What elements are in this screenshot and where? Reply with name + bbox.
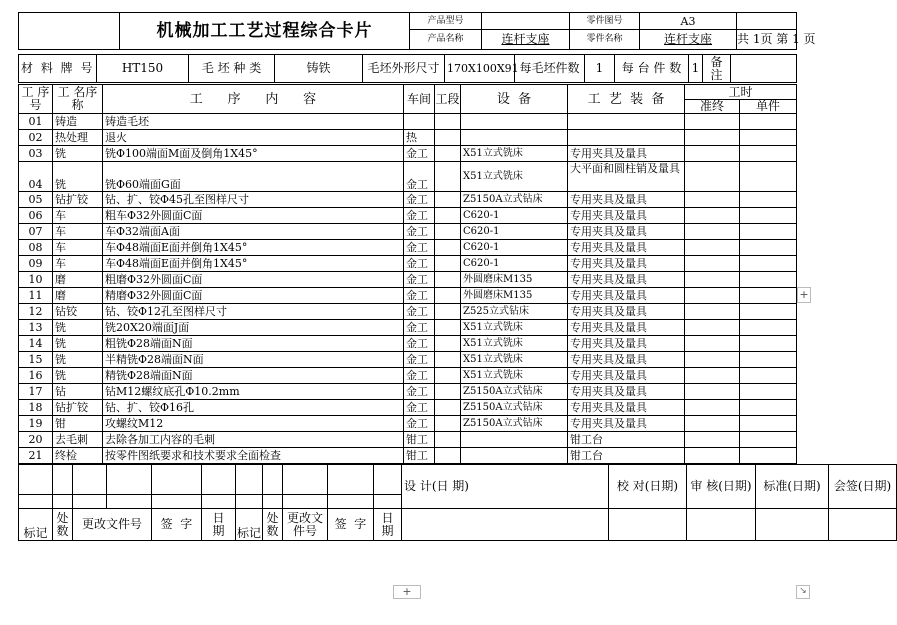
op-tooling[interactable]: 专用夹具及量具 xyxy=(568,336,685,352)
col-equipment-header: 设 备 xyxy=(461,85,568,114)
op-equipment[interactable] xyxy=(461,448,568,464)
table-row xyxy=(19,224,797,240)
op-time-prep[interactable] xyxy=(685,336,740,352)
op-name[interactable]: 钻铰 xyxy=(53,304,103,320)
total-pages: 共 1页 xyxy=(737,32,773,46)
op-content[interactable]: 半精铣Φ28端面N面 xyxy=(103,352,404,368)
op-time-prep[interactable] xyxy=(685,192,740,208)
per-blank-label: 每毛坯件数 xyxy=(515,55,585,83)
table-row xyxy=(19,400,797,416)
op-content[interactable]: 按零件图纸要求和技术要求全面检查 xyxy=(103,448,404,464)
op-tooling[interactable]: 钳工台 xyxy=(568,448,685,464)
place-label-1: 处数 xyxy=(53,509,73,541)
op-section[interactable] xyxy=(435,288,461,304)
table-row xyxy=(19,256,797,272)
operations-table xyxy=(18,84,797,464)
op-time-unit[interactable] xyxy=(740,320,797,336)
table-row xyxy=(19,416,797,432)
op-content[interactable]: 攻螺纹M12 xyxy=(103,416,404,432)
op-content[interactable]: 退火 xyxy=(103,130,404,146)
remark-label: 备注 xyxy=(703,55,731,83)
op-workshop[interactable]: 金工 xyxy=(404,384,435,400)
op-equipment[interactable]: C620-1 xyxy=(461,256,568,272)
op-time-unit[interactable] xyxy=(740,130,797,146)
sig-blank xyxy=(328,465,374,495)
add-row-button[interactable]: + xyxy=(393,585,421,599)
op-seq[interactable]: 12 xyxy=(19,304,53,320)
col-name-header: 工 名序 称 xyxy=(53,85,103,114)
op-tooling[interactable]: 专用夹具及量具 xyxy=(568,352,685,368)
op-equipment[interactable]: C620-1 xyxy=(461,240,568,256)
op-content[interactable]: 钻M12螺纹底孔Φ10.2mm xyxy=(103,384,404,400)
op-equipment[interactable] xyxy=(461,130,568,146)
op-name[interactable]: 车 xyxy=(53,208,103,224)
op-seq[interactable]: 07 xyxy=(19,224,53,240)
op-time-prep[interactable] xyxy=(685,320,740,336)
op-workshop[interactable]: 金工 xyxy=(404,208,435,224)
op-equipment[interactable]: 外圆磨床M135 xyxy=(461,272,568,288)
op-time-unit[interactable] xyxy=(740,208,797,224)
op-time-unit[interactable] xyxy=(740,384,797,400)
header-table xyxy=(18,12,816,50)
op-time-prep[interactable] xyxy=(685,288,740,304)
per-unit-label: 每 台 件 数 xyxy=(615,55,689,83)
op-seq[interactable]: 02 xyxy=(19,130,53,146)
op-section[interactable] xyxy=(435,384,461,400)
header-blank xyxy=(19,13,120,50)
op-time-unit[interactable] xyxy=(740,400,797,416)
change-doc-label-1: 更改文件号 xyxy=(73,509,152,541)
op-time-unit[interactable] xyxy=(740,368,797,384)
standard-sign-cell[interactable] xyxy=(756,509,829,541)
sig-blank xyxy=(283,495,328,509)
op-workshop[interactable]: 热 xyxy=(404,130,435,146)
op-section[interactable] xyxy=(435,192,461,208)
op-tooling[interactable]: 专用夹具及量具 xyxy=(568,240,685,256)
op-section[interactable] xyxy=(435,352,461,368)
op-equipment[interactable]: X51立式铣床 xyxy=(461,162,568,192)
op-time-unit[interactable] xyxy=(740,336,797,352)
op-time-unit[interactable] xyxy=(740,416,797,432)
op-time-prep[interactable] xyxy=(685,304,740,320)
op-equipment[interactable]: X51立式铣床 xyxy=(461,320,568,336)
op-section[interactable] xyxy=(435,304,461,320)
date-label-2: 日期 xyxy=(374,509,402,541)
op-content[interactable]: 精磨Φ32外圆面C面 xyxy=(103,288,404,304)
op-seq[interactable]: 14 xyxy=(19,336,53,352)
table-row xyxy=(19,208,797,224)
table-row xyxy=(19,192,797,208)
op-tooling[interactable]: 专用夹具及量具 xyxy=(568,320,685,336)
col-time-header: 工时 xyxy=(685,85,797,100)
review-date-label: 审 核(日期) xyxy=(687,465,756,509)
op-section[interactable] xyxy=(435,368,461,384)
page-number: 第 1 页 xyxy=(776,32,816,46)
col-section-header: 工段 xyxy=(435,85,461,114)
op-workshop[interactable]: 金工 xyxy=(404,336,435,352)
part-drawing-label: 零件图号 xyxy=(570,13,640,30)
op-name[interactable]: 铣 xyxy=(53,352,103,368)
op-tooling[interactable]: 大平面和圆柱销及量具 xyxy=(568,162,685,192)
mark-label-2: 标记 xyxy=(236,509,263,541)
op-name[interactable]: 车 xyxy=(53,224,103,240)
op-time-prep[interactable] xyxy=(685,384,740,400)
sig-blank xyxy=(374,495,402,509)
table-row xyxy=(19,432,797,448)
op-time-prep[interactable] xyxy=(685,416,740,432)
sig-blank xyxy=(152,465,202,495)
op-content[interactable]: 粗车Φ32外圆面C面 xyxy=(103,208,404,224)
op-name[interactable]: 终检 xyxy=(53,448,103,464)
op-equipment[interactable]: 外圆磨床M135 xyxy=(461,288,568,304)
op-time-unit[interactable] xyxy=(740,146,797,162)
op-name[interactable]: 磨 xyxy=(53,288,103,304)
op-content[interactable]: 铣Φ100端面M面及倒角1X45° xyxy=(103,146,404,162)
op-name[interactable]: 铣 xyxy=(53,162,103,192)
table-row xyxy=(19,272,797,288)
sig-blank xyxy=(53,495,73,509)
op-time-unit[interactable] xyxy=(740,192,797,208)
blank-size-value[interactable]: 170X100X91 xyxy=(445,55,515,83)
op-workshop[interactable]: 金工 xyxy=(404,192,435,208)
date-label-1: 日期 xyxy=(202,509,236,541)
col-tooling-header: 工 艺 装 备 xyxy=(568,85,685,114)
op-seq[interactable]: 16 xyxy=(19,368,53,384)
table-row xyxy=(19,448,797,464)
op-time-prep[interactable] xyxy=(685,448,740,464)
op-seq[interactable]: 10 xyxy=(19,272,53,288)
op-section[interactable] xyxy=(435,130,461,146)
op-workshop[interactable]: 金工 xyxy=(404,256,435,272)
op-seq[interactable]: 11 xyxy=(19,288,53,304)
col-time-unit-header: 单件 xyxy=(740,100,797,114)
sig-blank xyxy=(263,495,283,509)
table-row xyxy=(19,240,797,256)
op-name[interactable]: 铣 xyxy=(53,146,103,162)
op-content[interactable]: 钻、扩、铰Φ16孔 xyxy=(103,400,404,416)
table-row xyxy=(19,336,797,352)
op-name[interactable]: 铣 xyxy=(53,320,103,336)
op-workshop[interactable]: 金工 xyxy=(404,368,435,384)
op-tooling[interactable]: 专用夹具及量具 xyxy=(568,384,685,400)
op-seq[interactable]: 21 xyxy=(19,448,53,464)
check-date-label: 校 对(日期) xyxy=(609,465,687,509)
sig-blank xyxy=(107,495,152,509)
op-workshop[interactable]: 金工 xyxy=(404,272,435,288)
header-corner xyxy=(737,13,797,30)
table-row xyxy=(19,162,797,192)
sign-label-1: 签 字 xyxy=(152,509,202,541)
op-equipment[interactable]: Z5150A立式钻床 xyxy=(461,416,568,432)
sig-blank xyxy=(328,495,374,509)
op-name[interactable]: 磨 xyxy=(53,272,103,288)
part-name-label: 零件名称 xyxy=(570,30,640,50)
op-section[interactable] xyxy=(435,400,461,416)
op-time-prep[interactable] xyxy=(685,224,740,240)
op-time-prep[interactable] xyxy=(685,432,740,448)
sig-blank xyxy=(283,465,328,495)
op-workshop[interactable]: 金工 xyxy=(404,162,435,192)
card-title: 机械加工工艺过程综合卡片 xyxy=(120,13,410,50)
sign-label-2: 签 字 xyxy=(328,509,374,541)
table-row xyxy=(19,304,797,320)
op-name[interactable]: 铣 xyxy=(53,336,103,352)
op-tooling[interactable]: 钳工台 xyxy=(568,432,685,448)
op-section[interactable] xyxy=(435,448,461,464)
op-name[interactable]: 车 xyxy=(53,240,103,256)
col-time-prep-header: 准终 xyxy=(685,100,740,114)
op-tooling[interactable] xyxy=(568,114,685,130)
op-workshop[interactable]: 金工 xyxy=(404,146,435,162)
sig-blank xyxy=(19,465,53,495)
op-equipment[interactable]: X51立式铣床 xyxy=(461,146,568,162)
op-content[interactable]: 铣20X20端面J面 xyxy=(103,320,404,336)
op-name[interactable]: 钳 xyxy=(53,416,103,432)
op-time-prep[interactable] xyxy=(685,162,740,192)
table-row xyxy=(19,368,797,384)
blank-size-label: 毛坯外形尺寸 xyxy=(363,55,445,83)
op-name[interactable]: 去毛刺 xyxy=(53,432,103,448)
op-name[interactable]: 钻扩铰 xyxy=(53,400,103,416)
op-equipment[interactable]: X51立式铣床 xyxy=(461,368,568,384)
op-seq[interactable]: 03 xyxy=(19,146,53,162)
op-time-unit[interactable] xyxy=(740,162,797,192)
op-seq[interactable]: 18 xyxy=(19,400,53,416)
op-tooling[interactable]: 专用夹具及量具 xyxy=(568,368,685,384)
sig-blank xyxy=(73,465,107,495)
material-label: 材 料 牌 号 xyxy=(19,55,97,83)
op-seq[interactable]: 15 xyxy=(19,352,53,368)
sig-blank xyxy=(236,495,263,509)
op-content[interactable]: 钻、铰Φ12孔至图样尺寸 xyxy=(103,304,404,320)
op-section[interactable] xyxy=(435,320,461,336)
op-name[interactable]: 钻 xyxy=(53,384,103,400)
op-name[interactable]: 热处理 xyxy=(53,130,103,146)
countersign-sign-cell[interactable] xyxy=(829,509,897,541)
change-doc-label-2: 更改文件号 xyxy=(283,509,328,541)
op-equipment[interactable]: C620-1 xyxy=(461,224,568,240)
part-name-value[interactable]: 连杆支座 xyxy=(640,30,737,50)
op-time-prep[interactable] xyxy=(685,146,740,162)
design-sign-cell[interactable] xyxy=(402,509,609,541)
op-time-unit[interactable] xyxy=(740,256,797,272)
material-value[interactable]: HT150 xyxy=(97,55,189,83)
op-section[interactable] xyxy=(435,146,461,162)
op-equipment[interactable]: X51立式铣床 xyxy=(461,336,568,352)
sig-blank xyxy=(374,465,402,495)
op-time-prep[interactable] xyxy=(685,400,740,416)
op-equipment[interactable] xyxy=(461,114,568,130)
op-name[interactable]: 车 xyxy=(53,256,103,272)
op-time-unit[interactable] xyxy=(740,432,797,448)
op-seq[interactable]: 20 xyxy=(19,432,53,448)
countersign-date-label: 会签(日期) xyxy=(829,465,897,509)
op-seq[interactable]: 06 xyxy=(19,208,53,224)
op-section[interactable] xyxy=(435,208,461,224)
op-equipment[interactable]: C620-1 xyxy=(461,208,568,224)
op-content[interactable]: 车Φ48端面E面并倒角1X45° xyxy=(103,256,404,272)
col-content-header: 工 序 内 容 xyxy=(103,85,404,114)
op-content[interactable]: 去除各加工内容的毛刺 xyxy=(103,432,404,448)
sig-blank xyxy=(202,465,236,495)
op-content[interactable]: 钻、扩、铰Φ45孔至图样尺寸 xyxy=(103,192,404,208)
per-unit-value[interactable]: 1 xyxy=(689,55,703,83)
op-content[interactable]: 铣Φ60端面G面 xyxy=(103,162,404,192)
table-row xyxy=(19,114,797,130)
product-model-label: 产品型号 xyxy=(410,13,482,30)
op-tooling[interactable]: 专用夹具及量具 xyxy=(568,272,685,288)
op-section[interactable] xyxy=(435,224,461,240)
page-count xyxy=(737,30,816,50)
op-workshop[interactable]: 金工 xyxy=(404,400,435,416)
op-time-prep[interactable] xyxy=(685,272,740,288)
op-content[interactable]: 粗磨Φ32外圆面C面 xyxy=(103,272,404,288)
table-row xyxy=(19,384,797,400)
review-sign-cell[interactable] xyxy=(687,509,756,541)
col-seq-header: 工 序号 xyxy=(19,85,53,114)
op-tooling[interactable]: 专用夹具及量具 xyxy=(568,224,685,240)
sig-blank xyxy=(53,465,73,495)
op-workshop[interactable]: 金工 xyxy=(404,304,435,320)
op-workshop[interactable] xyxy=(404,114,435,130)
op-equipment[interactable] xyxy=(461,432,568,448)
op-seq[interactable]: 17 xyxy=(19,384,53,400)
op-time-unit[interactable] xyxy=(740,114,797,130)
op-tooling[interactable]: 专用夹具及量具 xyxy=(568,146,685,162)
op-workshop[interactable]: 金工 xyxy=(404,416,435,432)
op-content[interactable]: 车Φ32端面A面 xyxy=(103,224,404,240)
process-card xyxy=(18,12,892,541)
table-resize-handle[interactable]: ↘ xyxy=(796,585,810,599)
per-blank-value[interactable]: 1 xyxy=(585,55,615,83)
col-workshop-header: 车间 xyxy=(404,85,435,114)
op-seq[interactable]: 01 xyxy=(19,114,53,130)
table-row xyxy=(19,352,797,368)
op-time-unit[interactable] xyxy=(740,352,797,368)
op-time-prep[interactable] xyxy=(685,368,740,384)
product-name-label: 产品名称 xyxy=(410,30,482,50)
op-seq[interactable]: 19 xyxy=(19,416,53,432)
check-sign-cell[interactable] xyxy=(609,509,687,541)
op-name[interactable]: 铸造 xyxy=(53,114,103,130)
material-table xyxy=(18,54,797,83)
op-tooling[interactable]: 专用夹具及量具 xyxy=(568,288,685,304)
op-section[interactable] xyxy=(435,336,461,352)
sig-blank xyxy=(236,465,263,495)
op-content[interactable]: 精铣Φ28端面N面 xyxy=(103,368,404,384)
op-time-prep[interactable] xyxy=(685,240,740,256)
signoff-table xyxy=(18,464,897,541)
part-drawing-value[interactable]: A3 xyxy=(640,13,737,30)
op-time-prep[interactable] xyxy=(685,130,740,146)
op-time-unit[interactable] xyxy=(740,448,797,464)
blank-type-label: 毛 坯 种 类 xyxy=(189,55,275,83)
op-tooling[interactable] xyxy=(568,130,685,146)
op-workshop[interactable]: 钳工 xyxy=(404,432,435,448)
op-tooling[interactable]: 专用夹具及量具 xyxy=(568,208,685,224)
sig-blank xyxy=(202,495,236,509)
op-workshop[interactable]: 金工 xyxy=(404,352,435,368)
op-time-prep[interactable] xyxy=(685,352,740,368)
sig-blank xyxy=(152,495,202,509)
op-seq[interactable]: 05 xyxy=(19,192,53,208)
op-equipment[interactable]: Z5150A立式钻床 xyxy=(461,384,568,400)
product-name-value[interactable]: 连杆支座 xyxy=(482,30,570,50)
op-time-unit[interactable] xyxy=(740,272,797,288)
op-section[interactable] xyxy=(435,432,461,448)
op-equipment[interactable]: Z5150A立式钻床 xyxy=(461,400,568,416)
op-tooling[interactable]: 专用夹具及量具 xyxy=(568,304,685,320)
place-label-2: 处数 xyxy=(263,509,283,541)
op-tooling[interactable]: 专用夹具及量具 xyxy=(568,192,685,208)
op-workshop[interactable]: 金工 xyxy=(404,320,435,336)
op-content[interactable]: 铸造毛坯 xyxy=(103,114,404,130)
op-seq[interactable]: 09 xyxy=(19,256,53,272)
blank-type-value[interactable]: 铸铁 xyxy=(275,55,363,83)
op-seq[interactable]: 08 xyxy=(19,240,53,256)
op-workshop[interactable]: 钳工 xyxy=(404,448,435,464)
remark-value[interactable] xyxy=(731,55,797,83)
op-workshop[interactable]: 金工 xyxy=(404,288,435,304)
op-section[interactable] xyxy=(435,162,461,192)
table-row xyxy=(19,130,797,146)
op-time-unit[interactable] xyxy=(740,240,797,256)
op-equipment[interactable]: Z525立式钻床 xyxy=(461,304,568,320)
op-section[interactable] xyxy=(435,272,461,288)
op-workshop[interactable]: 金工 xyxy=(404,224,435,240)
table-row xyxy=(19,320,797,336)
op-tooling[interactable]: 专用夹具及量具 xyxy=(568,256,685,272)
table-row xyxy=(19,146,797,162)
product-model-value[interactable] xyxy=(482,13,570,30)
op-time-unit[interactable] xyxy=(740,224,797,240)
op-content[interactable]: 车Φ48端面E面并倒角1X45° xyxy=(103,240,404,256)
table-row xyxy=(19,288,797,304)
design-date-label: 设 计(日 期) xyxy=(402,465,609,509)
op-time-prep[interactable] xyxy=(685,208,740,224)
sig-blank xyxy=(19,495,53,509)
op-equipment[interactable]: Z5150A立式钻床 xyxy=(461,192,568,208)
op-content[interactable]: 粗铣Φ28端面N面 xyxy=(103,336,404,352)
op-time-prep[interactable] xyxy=(685,114,740,130)
op-time-prep[interactable] xyxy=(685,256,740,272)
mark-label-1: 标记 xyxy=(19,509,53,541)
op-section[interactable] xyxy=(435,256,461,272)
sig-blank xyxy=(263,465,283,495)
op-tooling[interactable]: 专用夹具及量具 xyxy=(568,416,685,432)
op-workshop[interactable]: 金工 xyxy=(404,240,435,256)
op-equipment[interactable]: X51立式铣床 xyxy=(461,352,568,368)
op-seq[interactable]: 04 xyxy=(19,162,53,192)
op-name[interactable]: 铣 xyxy=(53,368,103,384)
sig-blank xyxy=(73,495,107,509)
op-tooling[interactable]: 专用夹具及量具 xyxy=(568,400,685,416)
sig-blank xyxy=(107,465,152,495)
op-section[interactable] xyxy=(435,240,461,256)
op-time-unit[interactable] xyxy=(740,304,797,320)
add-column-button[interactable]: + xyxy=(797,287,811,303)
op-seq[interactable]: 13 xyxy=(19,320,53,336)
op-section[interactable] xyxy=(435,416,461,432)
op-name[interactable]: 钻扩铰 xyxy=(53,192,103,208)
standard-date-label: 标准(日期) xyxy=(756,465,829,509)
op-section[interactable] xyxy=(435,114,461,130)
op-time-unit[interactable] xyxy=(740,288,797,304)
